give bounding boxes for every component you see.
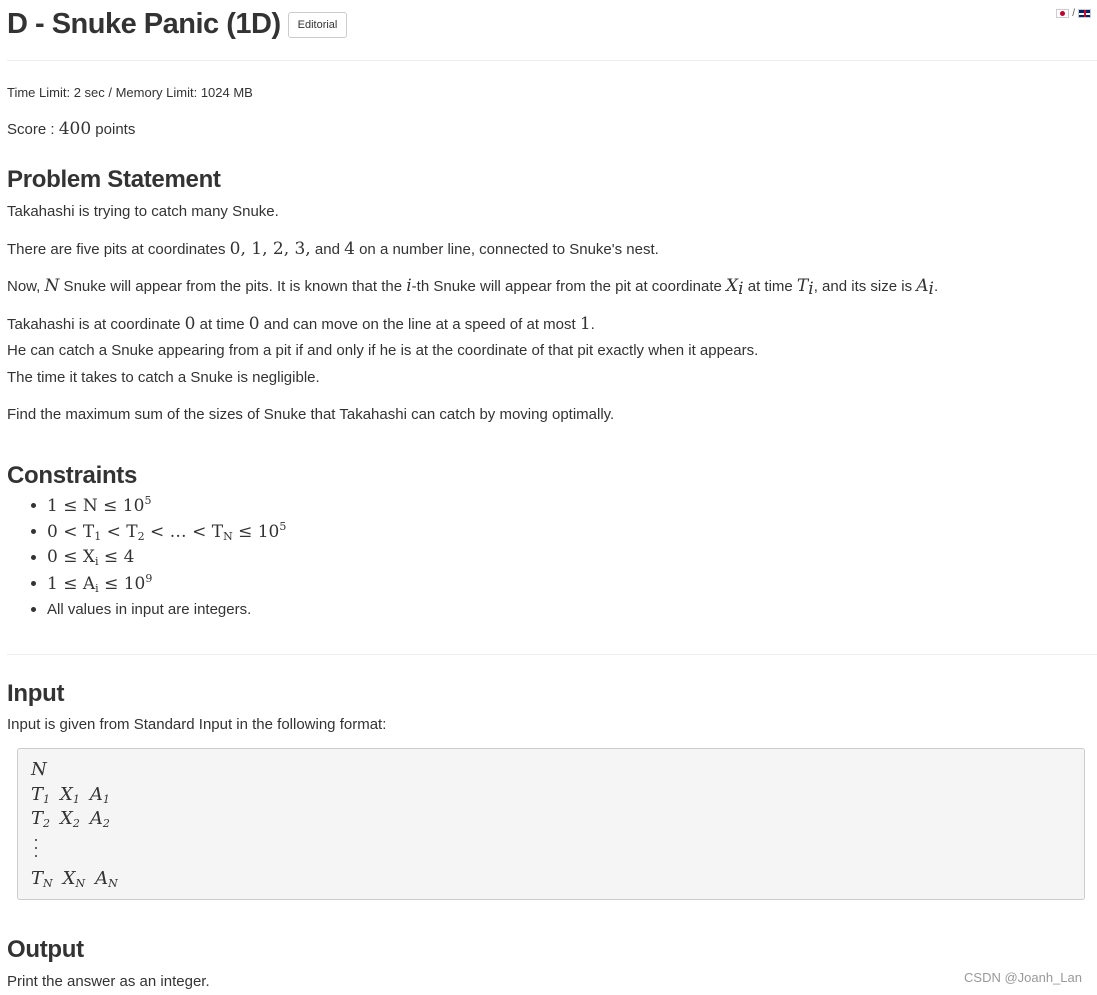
bullet-icon xyxy=(31,529,36,534)
statement-paragraph: There are five pits at coordinates 0, 1, 2, 3, and 4 on a number line, connected to Snuke's nest. xyxy=(7,239,659,259)
format-line: $T_2$ $X_2$ $A_2$ xyxy=(31,808,110,830)
statement-paragraph: Takahashi is trying to catch many Snuke. xyxy=(7,203,279,220)
bullet-icon xyxy=(31,581,36,586)
lang-separator: / xyxy=(1072,8,1075,19)
constraints-heading: Constraints xyxy=(7,462,138,489)
statement-paragraph: Find the maximum sum of the sizes of Snuke that Takahashi can catch by moving optimally. xyxy=(7,406,615,423)
output-description: Print the answer as an integer. xyxy=(7,973,210,990)
japanese-flag-icon[interactable] xyxy=(1056,9,1069,18)
output-heading: Output xyxy=(7,936,84,963)
divider xyxy=(7,60,1097,61)
bullet-icon xyxy=(31,555,36,560)
language-switcher xyxy=(1056,8,1091,19)
input-format-block xyxy=(17,748,1085,900)
input-heading: Input xyxy=(7,680,65,707)
page-title: D - Snuke Panic (1D) xyxy=(7,7,281,40)
format-line: $T_N$ $X_N$ $A_N$ xyxy=(31,868,118,890)
constraint-item: $0 \le X_i \le 4$ xyxy=(7,544,286,570)
constraint-item: $1 \le A_i \le 10^9$ xyxy=(7,570,286,596)
constraint-item: All values in input are integers. xyxy=(7,596,286,622)
score-line: Score : 400 points xyxy=(7,119,136,139)
statement-paragraph: He can catch a Snuke appearing from a pit if and only if he is at the coordinate of that pit exactly when it appears. xyxy=(7,342,759,359)
problem-statement-heading: Problem Statement xyxy=(7,166,221,193)
constraint-item: $1 \le N \le 10^5$ xyxy=(7,492,286,518)
divider xyxy=(7,654,1097,655)
bullet-icon xyxy=(31,607,36,612)
statement-paragraph: Takahashi is at coordinate 0 at time 0 and can move on the line at a speed of at most 1. xyxy=(7,314,595,334)
bullet-icon xyxy=(31,503,36,508)
constraint-item: $0 < T_1 < T_2$ < … < $T_N \le 10^5$ xyxy=(7,518,286,544)
format-line: N xyxy=(31,759,47,780)
editorial-button[interactable]: Editorial xyxy=(288,12,348,38)
limits-text: Time Limit: 2 sec / Memory Limit: 1024 MB xyxy=(7,85,253,100)
format-line: $T_1$ $X_1$ $A_1$ xyxy=(31,784,110,806)
statement-paragraph: Now, N Snuke will appear from the pits. It is known that the i-th Snuke will appear from the pit at coordinate $X_i$ at time $T_i$, and its size is $A_i$. xyxy=(7,276,939,299)
score-value: 400 xyxy=(58,119,92,139)
statement-paragraph: The time it takes to catch a Snuke is negligible. xyxy=(7,369,320,386)
english-flag-icon[interactable] xyxy=(1078,9,1091,18)
vertical-ellipsis-icon xyxy=(35,837,39,861)
watermark: CSDN @Joanh_Lan xyxy=(964,970,1082,985)
input-description: Input is given from Standard Input in the following format: xyxy=(7,716,387,733)
constraints-list xyxy=(7,492,286,622)
title-row xyxy=(7,4,347,44)
